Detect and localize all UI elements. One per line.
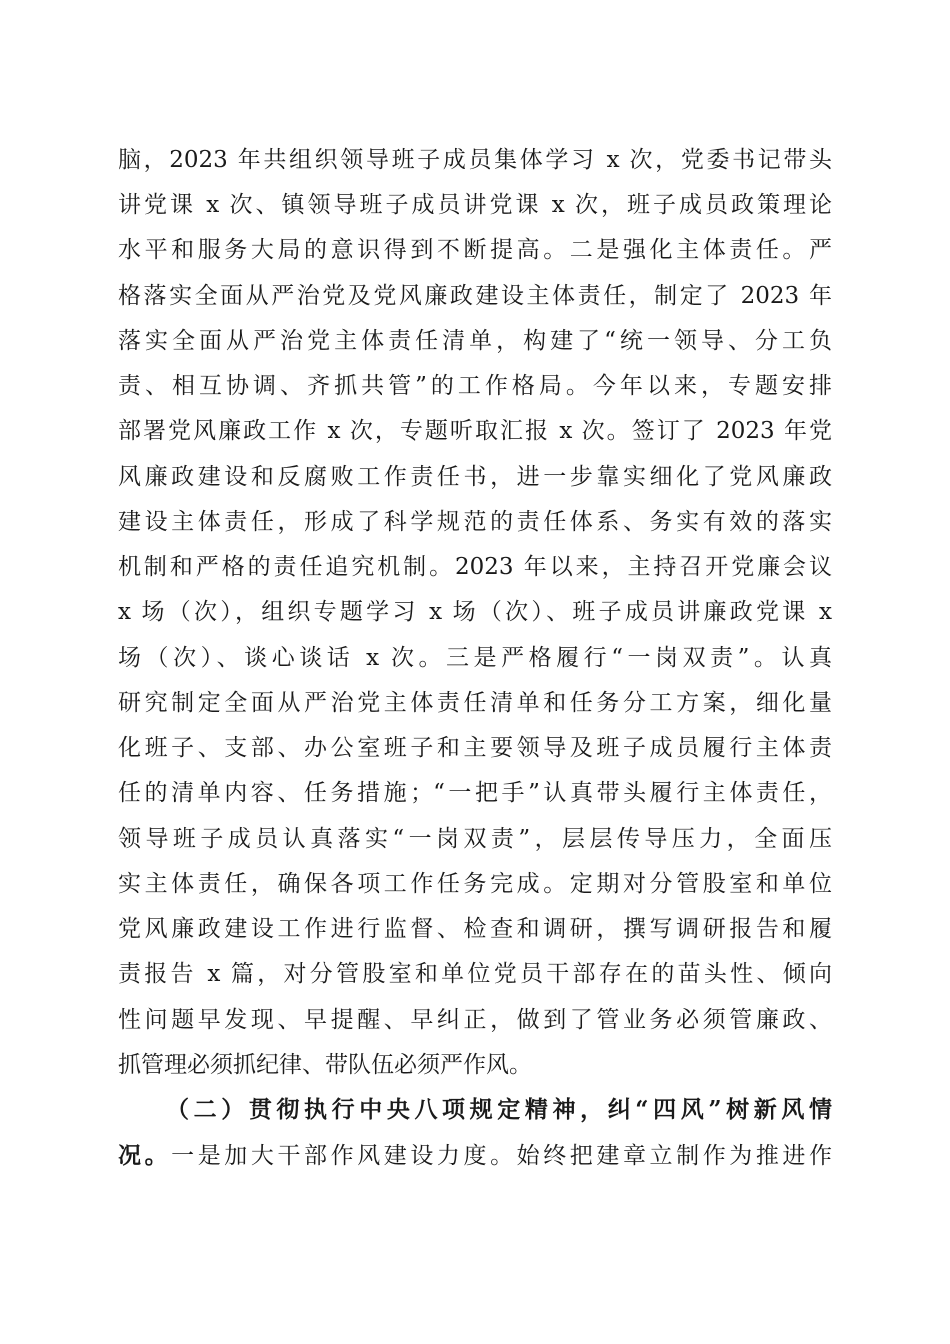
paragraph-line: 抓管理必须抓纪律、带队伍必须严作风。: [118, 1052, 532, 1078]
section-heading: （二）贯彻执行中央八项规定精神，纠“四风”树新风情: [166, 1096, 832, 1123]
paragraph-line: 领导班子成员认真落实“一岗双责”，层层传导压力，全面压: [118, 826, 832, 852]
paragraph-line: 实主体责任，确保各项工作任务完成。定期对分管股室和单位: [118, 871, 832, 897]
paragraph-line: 水平和服务大局的意识得到不断提高。二是强化主体责任。严: [118, 237, 832, 263]
section-heading-continuation: [118, 1134, 832, 1178]
paragraph-line: 机制和严格的责任追究机制。2023 年以来，主持召开党廉会议: [118, 554, 832, 580]
paragraph-line: 研究制定全面从严治党主体责任清单和任务分工方案，细化量: [118, 690, 832, 716]
paragraph-line: 建设主体责任，形成了科学规范的责任体系、务实有效的落实: [118, 509, 832, 535]
paragraph-line: 任的清单内容、任务措施；“一把手”认真带头履行主体责任，: [118, 780, 832, 806]
paragraph-line: 责报告 x 篇，对分管股室和单位党员干部存在的苗头性、倾向: [118, 961, 832, 987]
paragraph-line: 责、相互协调、齐抓共管”的工作格局。今年以来，专题安排: [118, 373, 832, 399]
paragraph-line: 化班子、支部、办公室班子和主要领导及班子成员履行主体责: [118, 735, 832, 761]
paragraph-line: 性问题早发现、早提醒、早纠正，做到了管业务必须管廉政、: [118, 1007, 832, 1033]
paragraph-line: 风廉政建设和反腐败工作责任书，进一步靠实细化了党风廉政: [118, 464, 832, 490]
paragraph-line: 脑，2023 年共组织领导班子成员集体学习 x 次，党委书记带头: [118, 147, 833, 173]
paragraph-line: 讲党课 x 次、镇领导班子成员讲党课 x 次，班子成员政策理论: [118, 192, 832, 218]
paragraph-line: 落实全面从严治党主体责任清单，构建了“统一领导、分工负: [118, 328, 832, 354]
paragraph-line: 格落实全面从严治党及党风廉政建设主体责任，制定了 2023 年: [118, 283, 832, 309]
paragraph-line: 一是加大干部作风建设力度。始终把建章立制作为推进作: [171, 1143, 833, 1169]
paragraph-line: 场（次）、谈心谈话 x 次。三是严格履行“一岗双责”。认真: [118, 645, 832, 671]
section-heading-end: 况。: [118, 1142, 172, 1169]
paragraph-line: x 场（次），组织专题学习 x 场（次）、班子成员讲廉政党课 x: [118, 599, 832, 625]
paragraph-line: 部署党风廉政工作 x 次，专题听取汇报 x 次。签订了 2023 年党: [118, 418, 832, 444]
paragraph-line: 党风廉政建设工作进行监督、检查和调研，撰写调研报告和履: [118, 916, 832, 942]
